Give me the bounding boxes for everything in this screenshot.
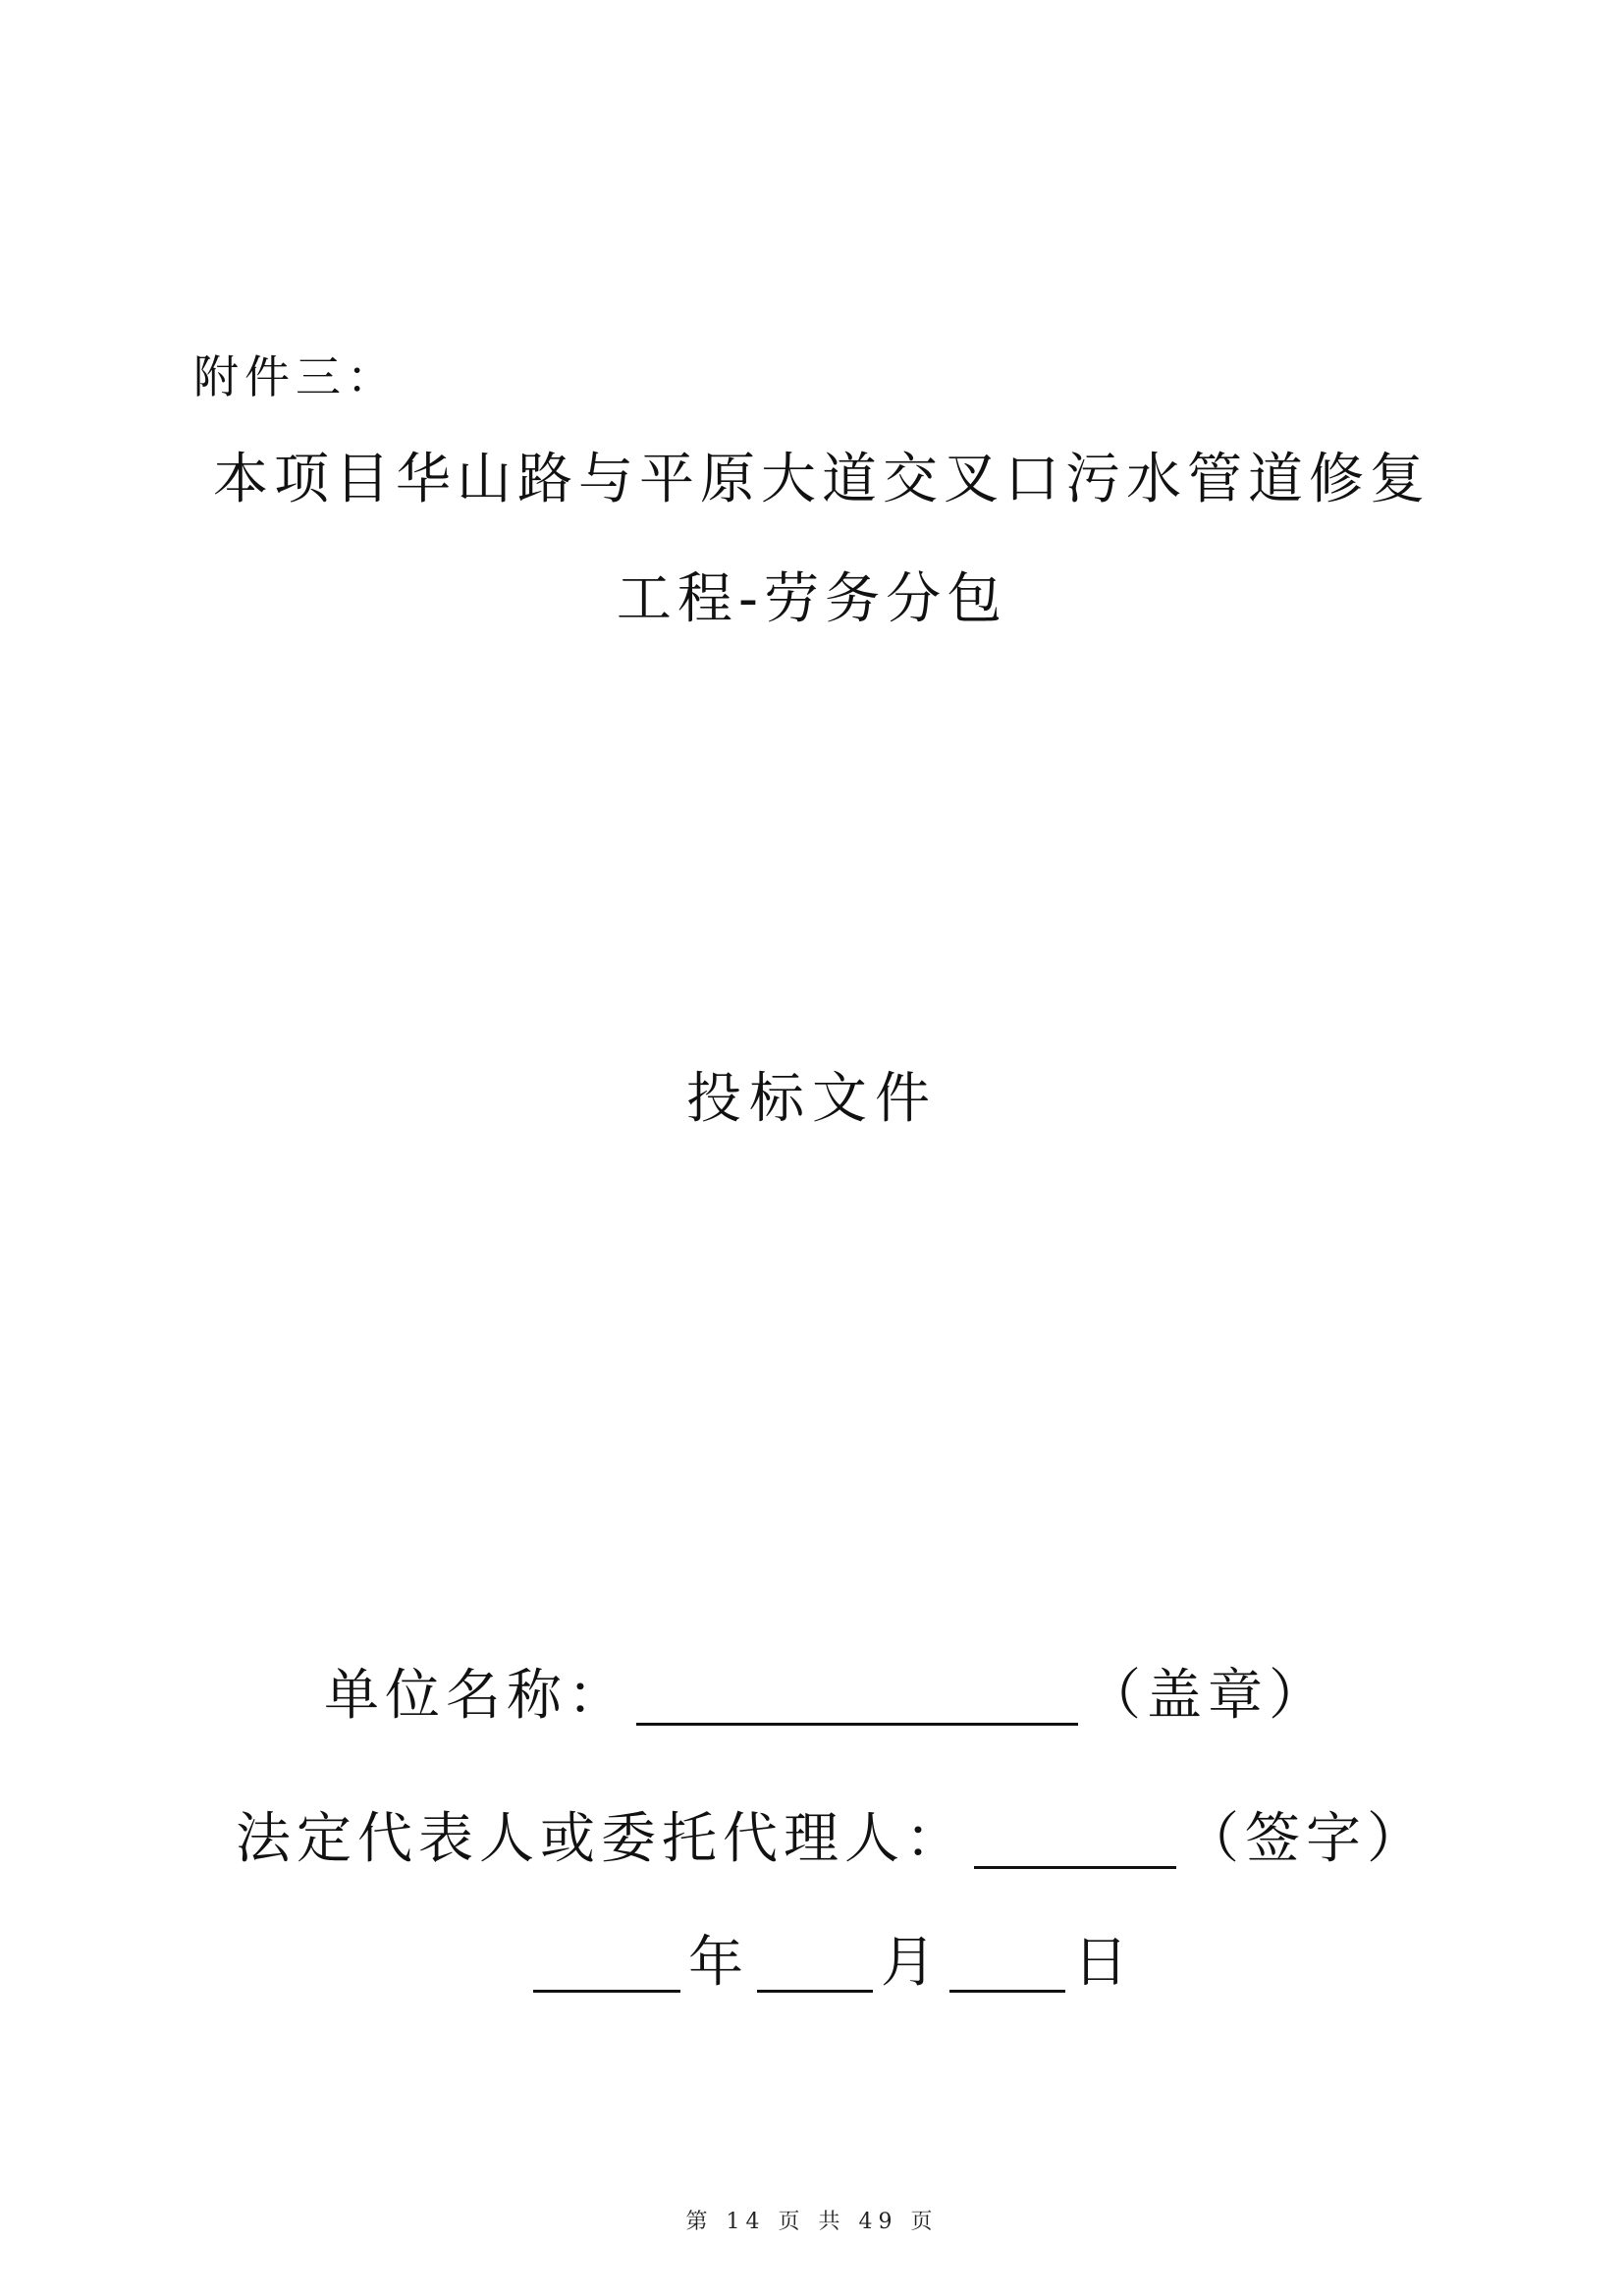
year-label: 年 bbox=[688, 1931, 749, 1995]
attachment-label: 附件三： bbox=[193, 350, 398, 403]
unit-name-label: 单位名称： bbox=[324, 1664, 628, 1728]
day-blank bbox=[949, 1935, 1065, 1993]
legal-representative-row bbox=[236, 1800, 1428, 1879]
project-title-line-1: 本项目华山路与平原大道交叉口污水管道修复 bbox=[213, 448, 1431, 511]
document-type-heading: 投标文件 bbox=[686, 1067, 938, 1131]
day-label: 日 bbox=[1073, 1931, 1134, 1995]
date-row bbox=[533, 1924, 1134, 2002]
signature-note: （签字） bbox=[1184, 1807, 1428, 1871]
seal-note: （盖章） bbox=[1086, 1664, 1329, 1728]
month-blank bbox=[757, 1935, 873, 1993]
legal-representative-label: 法定代表人或委托代理人： bbox=[236, 1807, 966, 1871]
legal-representative-blank bbox=[974, 1811, 1176, 1869]
year-blank bbox=[533, 1935, 680, 1993]
page-footer: 第 14 页 共 49 页 bbox=[685, 2210, 939, 2234]
project-title-line-2: 工程-劳务分包 bbox=[616, 567, 1008, 631]
month-label: 月 bbox=[881, 1931, 942, 1995]
unit-name-row bbox=[324, 1657, 1329, 1735]
unit-name-blank bbox=[636, 1668, 1078, 1726]
